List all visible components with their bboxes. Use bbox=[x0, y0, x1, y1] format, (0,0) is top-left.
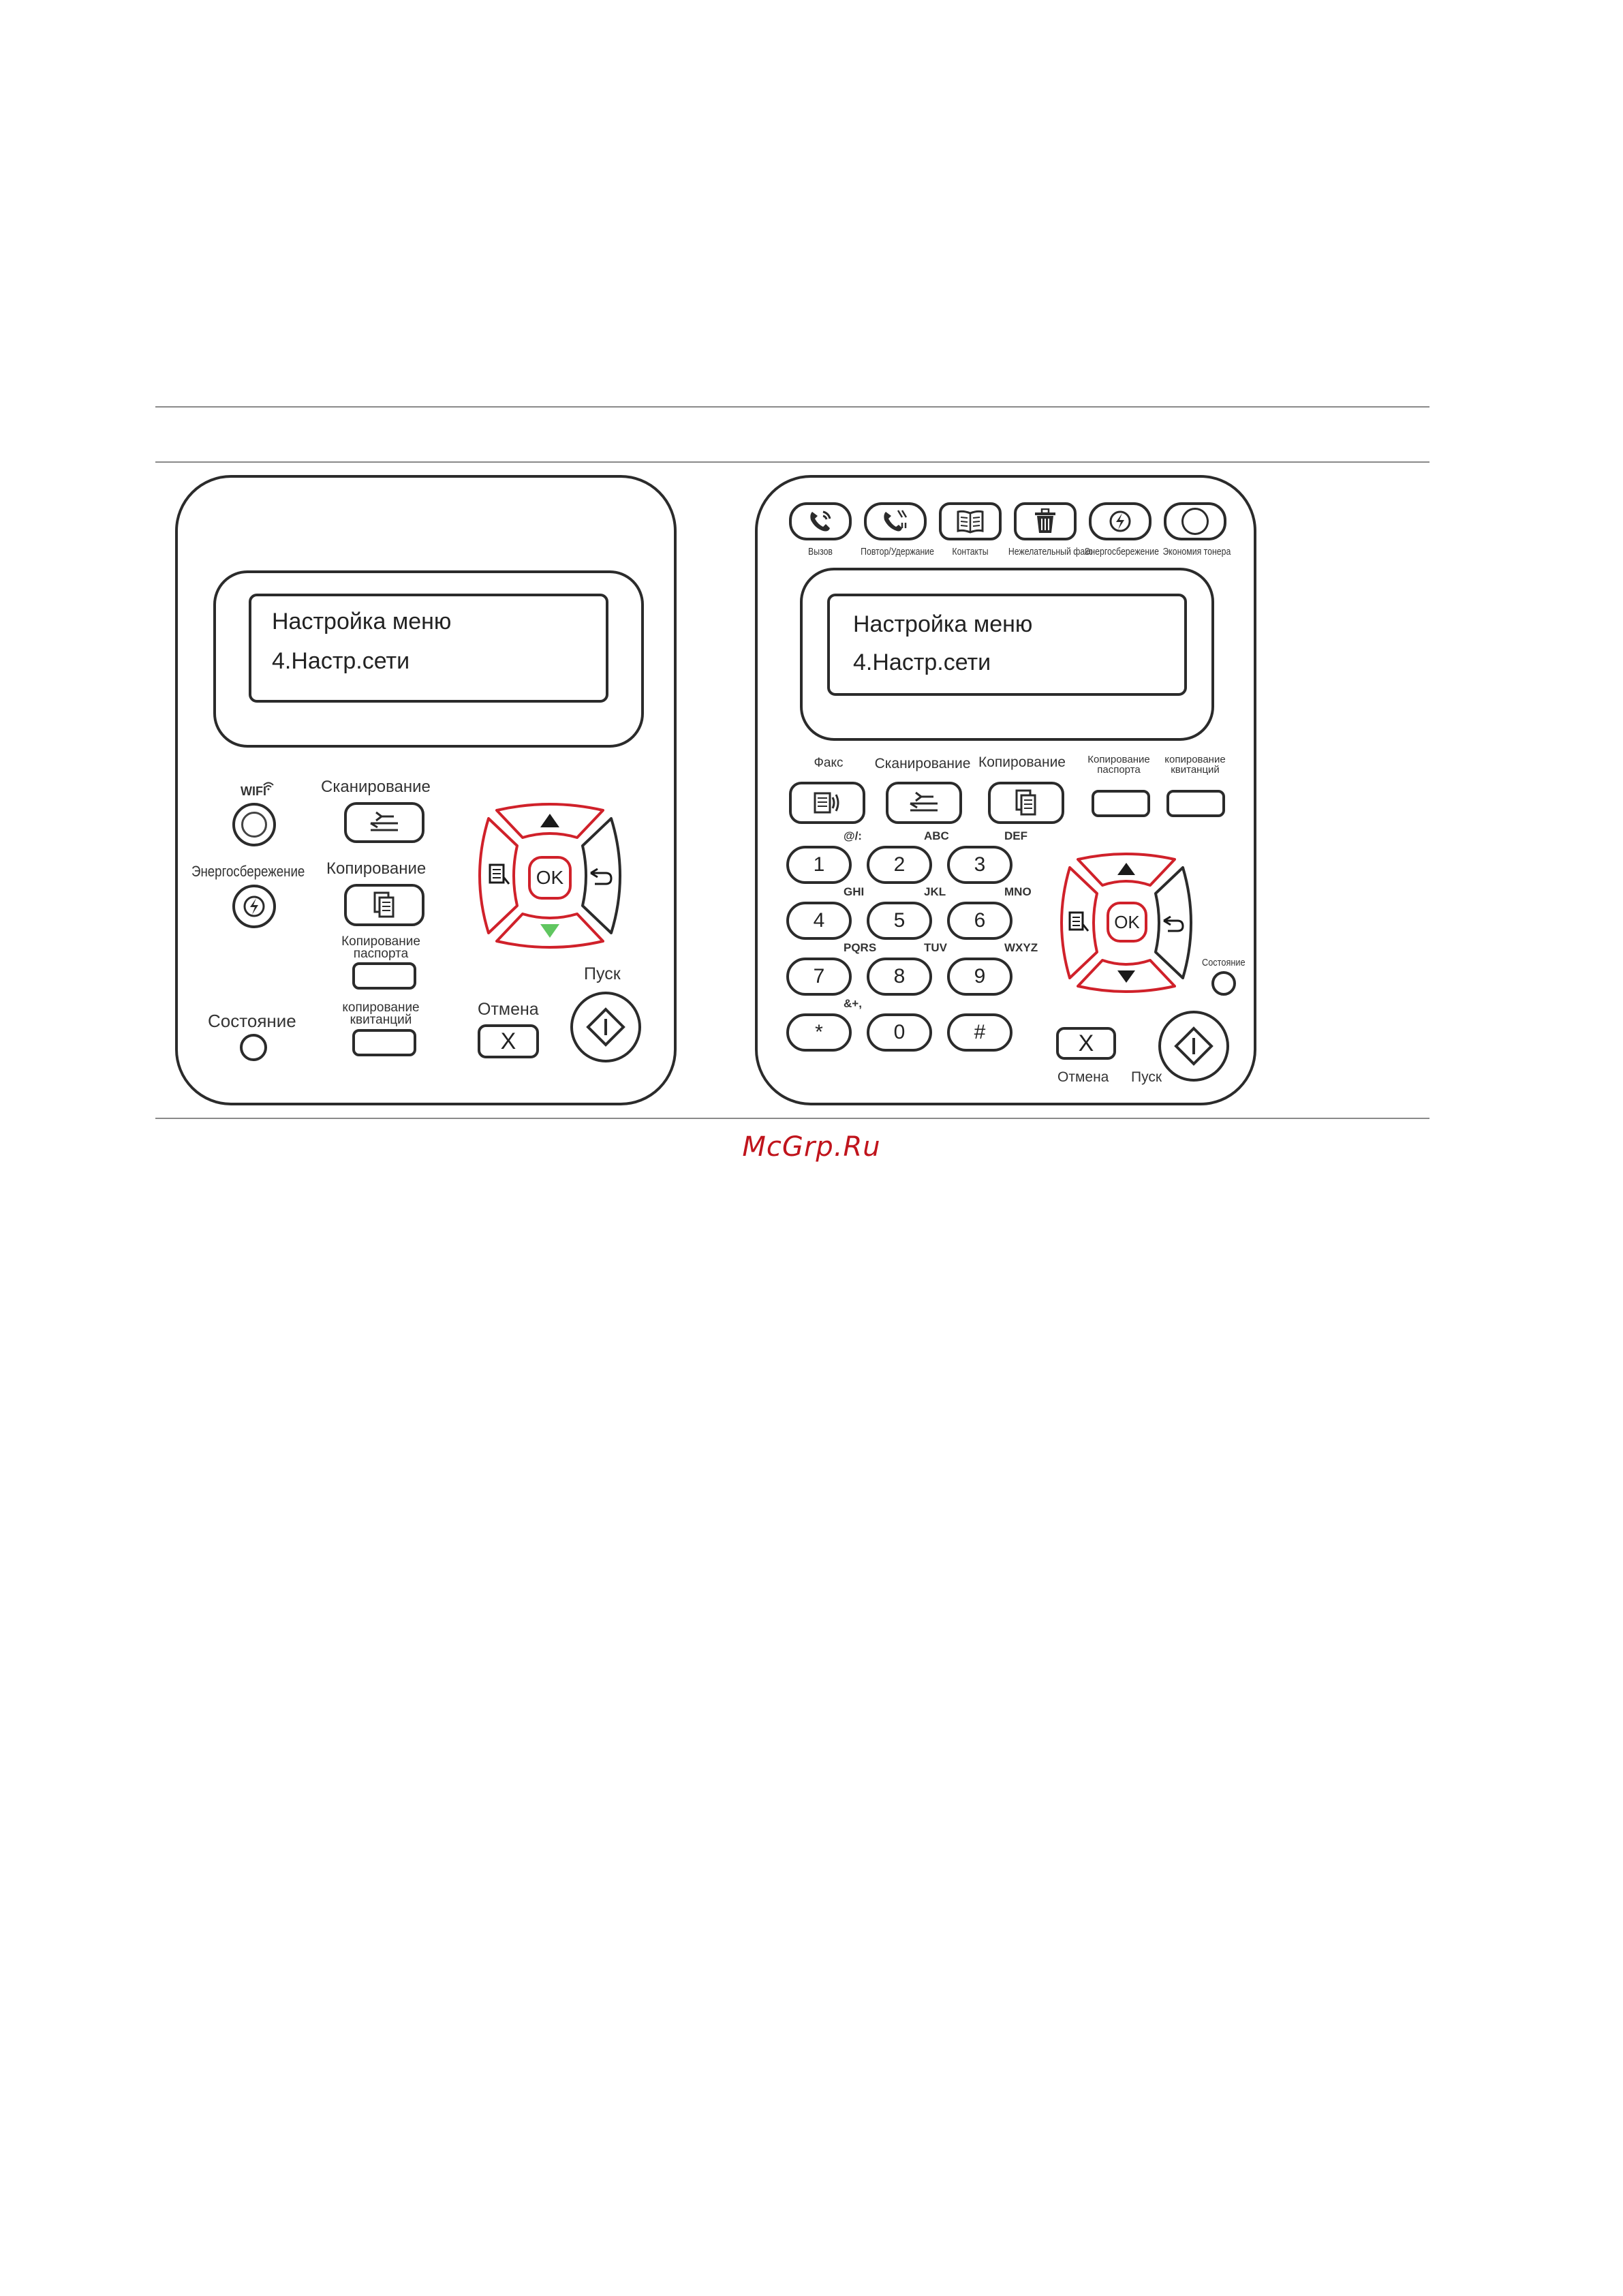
ok-button[interactable] bbox=[528, 856, 572, 900]
power-save-label: Энергосбережение bbox=[191, 863, 305, 880]
toner-save-button[interactable] bbox=[1164, 502, 1226, 540]
keypad-key-letters: MNO bbox=[1004, 885, 1032, 898]
wifi-button[interactable] bbox=[232, 803, 276, 846]
watermark: McGrp.Ru bbox=[742, 1131, 881, 1163]
keypad-key[interactable]: 7 bbox=[786, 958, 852, 996]
copy-button[interactable] bbox=[344, 884, 424, 926]
keypad-key[interactable]: 2 bbox=[867, 846, 932, 884]
copy-label-right: Копирование bbox=[978, 754, 1066, 770]
nav-menu-button[interactable] bbox=[480, 818, 517, 933]
copy-icon-right bbox=[1014, 789, 1038, 816]
receipt-copy-label-right: копирование квитанций bbox=[1164, 754, 1226, 776]
ok-button-right[interactable] bbox=[1107, 902, 1147, 943]
scan-button-right[interactable] bbox=[886, 782, 962, 824]
power-save-icon bbox=[242, 894, 266, 919]
cancel-button-right[interactable] bbox=[1056, 1027, 1116, 1060]
start-button[interactable] bbox=[570, 992, 641, 1062]
copy-label: Копирование bbox=[326, 859, 427, 878]
keypad-key-letters: PQRS bbox=[844, 941, 877, 954]
lcd-line-1-right: Настройка меню bbox=[853, 611, 1033, 637]
copy-icon bbox=[372, 891, 397, 919]
lcd-line-2: 4.Настр.сети bbox=[272, 648, 410, 674]
contacts-label: Контакты bbox=[952, 546, 989, 557]
lcd-screen bbox=[249, 594, 608, 703]
passport-copy-label-right: Копирование паспорта bbox=[1087, 754, 1150, 776]
start-icon bbox=[584, 1005, 628, 1049]
lcd-line-2-right: 4.Настр.сети bbox=[853, 649, 991, 675]
keypad-key[interactable]: 4 bbox=[786, 902, 852, 940]
fax-button[interactable] bbox=[789, 782, 865, 824]
keypad-key-letters: &+, bbox=[844, 997, 862, 1010]
start-label: Пуск bbox=[584, 964, 621, 983]
fax-icon bbox=[812, 791, 842, 815]
toner-save-label: Экономия тонера bbox=[1162, 546, 1231, 557]
power-save-icon-right bbox=[1108, 509, 1132, 534]
trash-icon bbox=[1034, 508, 1057, 534]
status-indicator bbox=[240, 1034, 267, 1061]
left-control-panel bbox=[175, 475, 677, 1105]
keypad-key[interactable]: 9 bbox=[947, 958, 1013, 996]
wifi-inner-ring bbox=[241, 812, 267, 838]
cancel-label-right: Отмена bbox=[1057, 1069, 1109, 1085]
lcd-bezel-right bbox=[800, 568, 1214, 741]
top-rule-1 bbox=[155, 406, 1429, 408]
status-label-right: Состояние bbox=[1202, 957, 1246, 968]
nav-back-button[interactable] bbox=[583, 818, 620, 933]
call-label: Вызов bbox=[808, 546, 833, 557]
start-button-right[interactable] bbox=[1158, 1011, 1229, 1082]
keypad-key[interactable]: 5 bbox=[867, 902, 932, 940]
fax-label: Факс bbox=[814, 756, 844, 770]
top-rule-2 bbox=[155, 461, 1429, 463]
scan-icon-right bbox=[906, 791, 942, 814]
scan-button[interactable] bbox=[344, 802, 424, 843]
keypad-key[interactable]: 6 bbox=[947, 902, 1013, 940]
keypad-key-letters: DEF bbox=[1004, 829, 1027, 842]
receipt-copy-label: копирование квитанций bbox=[342, 1000, 420, 1027]
keypad-key[interactable]: # bbox=[947, 1013, 1013, 1052]
keypad-key[interactable]: 8 bbox=[867, 958, 932, 996]
address-book-icon bbox=[955, 509, 985, 534]
right-control-panel bbox=[755, 475, 1256, 1105]
call-button[interactable] bbox=[789, 502, 852, 540]
receipt-copy-button-right[interactable] bbox=[1166, 790, 1225, 817]
junk-fax-label: Нежелательный факс bbox=[1008, 546, 1093, 557]
copy-button-right[interactable] bbox=[988, 782, 1064, 824]
wifi-label: WIFI bbox=[241, 784, 266, 798]
junk-fax-button[interactable] bbox=[1014, 502, 1077, 540]
ok-label: OK bbox=[536, 867, 564, 888]
redial-hold-button[interactable] bbox=[864, 502, 927, 540]
bottom-rule bbox=[155, 1118, 1429, 1119]
power-save-button[interactable] bbox=[232, 885, 276, 928]
lcd-bezel bbox=[213, 570, 644, 748]
keypad-key[interactable]: * bbox=[786, 1013, 852, 1052]
ok-label-right: OK bbox=[1114, 911, 1140, 932]
phone-call-icon bbox=[807, 508, 834, 535]
lcd-line-1: Настройка меню bbox=[272, 609, 452, 634]
keypad-key[interactable]: 3 bbox=[947, 846, 1013, 884]
cancel-button[interactable] bbox=[478, 1024, 539, 1058]
scan-label: Сканирование bbox=[321, 778, 431, 796]
power-save-label-right: Энергосбережение bbox=[1084, 546, 1159, 557]
scan-icon bbox=[367, 811, 402, 834]
status-label: Состояние bbox=[208, 1011, 296, 1031]
cancel-label: Отмена bbox=[478, 1000, 539, 1019]
keypad-key-letters: @/: bbox=[844, 829, 862, 842]
scan-label-right: Сканирование bbox=[874, 756, 971, 771]
keypad-key-letters: GHI bbox=[844, 885, 865, 898]
toner-save-icon bbox=[1181, 508, 1209, 535]
redial-hold-label: Повтор/Удержание bbox=[861, 546, 934, 557]
receipt-copy-button[interactable] bbox=[352, 1029, 416, 1056]
keypad-key-letters: TUV bbox=[924, 941, 947, 954]
passport-copy-button[interactable] bbox=[352, 962, 416, 990]
redial-hold-icon bbox=[882, 508, 909, 535]
nav-menu-button-right[interactable] bbox=[1062, 868, 1097, 978]
lcd-screen-right bbox=[827, 594, 1187, 696]
keypad-key-letters: JKL bbox=[924, 885, 946, 898]
power-save-button-right[interactable] bbox=[1089, 502, 1151, 540]
start-icon-right bbox=[1172, 1024, 1216, 1068]
passport-copy-button-right[interactable] bbox=[1092, 790, 1150, 817]
keypad-key-letters: ABC bbox=[924, 829, 949, 842]
cancel-x-icon: X bbox=[500, 1028, 516, 1054]
keypad-key[interactable]: 0 bbox=[867, 1013, 932, 1052]
start-label-right: Пуск bbox=[1131, 1069, 1162, 1085]
keypad-key[interactable]: 1 bbox=[786, 846, 852, 884]
wifi-signal-icon bbox=[262, 780, 275, 791]
nav-back-button-right[interactable] bbox=[1156, 868, 1191, 978]
cancel-x-icon-right: X bbox=[1078, 1030, 1094, 1056]
contacts-button[interactable] bbox=[939, 502, 1002, 540]
status-indicator-right bbox=[1211, 971, 1236, 996]
passport-copy-label: Копирование паспорта bbox=[341, 934, 420, 961]
keypad-key-letters: WXYZ bbox=[1004, 941, 1038, 954]
